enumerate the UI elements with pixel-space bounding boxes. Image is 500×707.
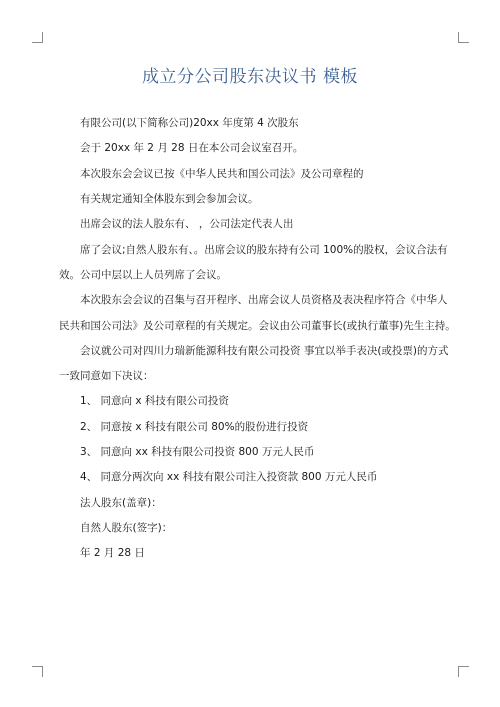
paragraph-line: 有关规定通知全体股东到会参加会议。 bbox=[80, 193, 259, 205]
paragraph-line: 出席会议的法人股东有、 ，公司法定代表人出 bbox=[80, 218, 294, 230]
crop-mark-bottom-left bbox=[32, 666, 43, 677]
paragraph-line: 一致同意如下决议： bbox=[59, 370, 154, 382]
paragraph-line: 有限公司(以下简称公司)20xx 年度第 4 次股东 bbox=[80, 117, 299, 129]
paragraph-line: 效。公司中层以上人员列席了会议。 bbox=[59, 269, 227, 281]
paragraph-line: 民共和国公司法》及公司章程的有关规定。会议由公司董事长(或执行董事)先生主持。 bbox=[59, 320, 456, 332]
paragraph-line: 本次股东会会议的召集与召开程序、出席会议人员资格及表决程序符合《中华人 bbox=[80, 294, 448, 306]
signature-legal-person: 法人股东(盖章)： bbox=[80, 497, 162, 509]
crop-mark-top-left bbox=[32, 32, 43, 43]
signature-date: 年 2 月 28 日 bbox=[80, 547, 145, 559]
paragraph-line: 本次股东会会议已按《中华人民共和国公司法》及公司章程的 bbox=[80, 168, 364, 180]
document-title: 成立分公司股东决议书 模板 bbox=[142, 67, 358, 87]
crop-mark-bottom-right bbox=[458, 666, 469, 677]
resolution-item: 1、 同意向 x 科技有限公司投资 bbox=[80, 395, 229, 407]
paragraph-line: 会议就公司对四川力瑞新能源科技有限公司投资 事宜以举手表决(或投票)的方式 bbox=[80, 345, 449, 357]
signature-natural-person: 自然人股东(签字)： bbox=[80, 522, 173, 534]
resolution-item: 3、 同意向 xx 科技有限公司投资 800 万元人民币 bbox=[80, 446, 315, 458]
paragraph-line: 席了会议;自然人股东有、。出席会议的股东持有公司 100%的股权，会议合法有 bbox=[80, 244, 448, 256]
crop-mark-top-right bbox=[458, 32, 469, 43]
resolution-item: 2、 同意按 x 科技有限公司 80%的股份进行投资 bbox=[80, 421, 309, 433]
resolution-item: 4、 同意分两次向 xx 科技有限公司注入投资款 800 万元人民币 bbox=[80, 471, 378, 483]
paragraph-line: 会于 20xx 年 2 月 28 日在本公司会议室召开。 bbox=[80, 142, 304, 154]
